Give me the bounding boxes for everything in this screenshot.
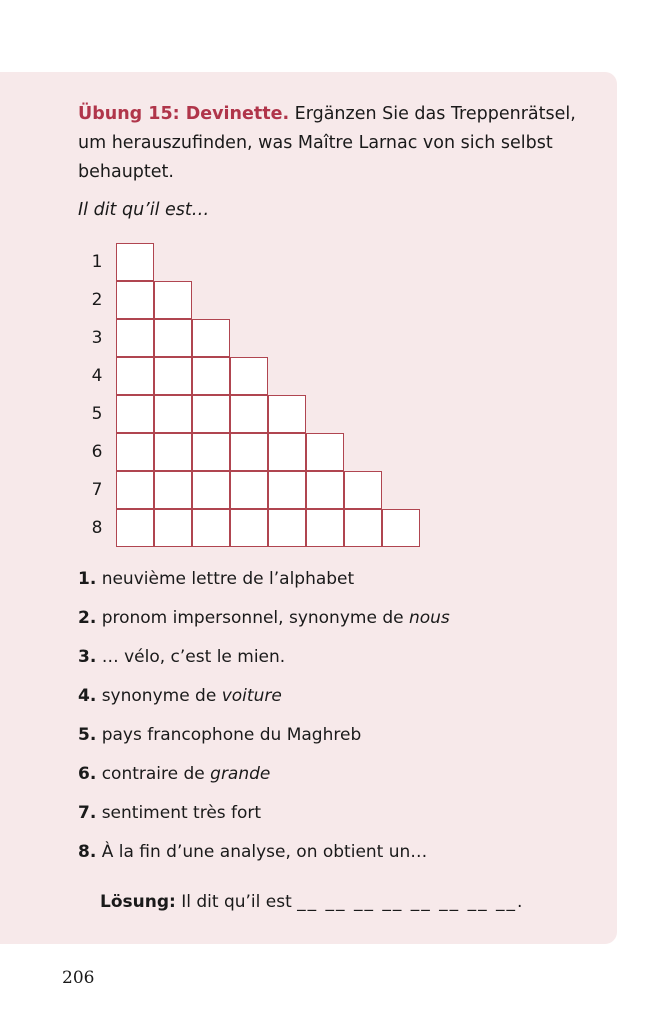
solution-label: Lösung: [100, 892, 176, 912]
grid-cell[interactable] [230, 433, 268, 471]
clue-list [78, 561, 450, 873]
solution-blanks: __ __ __ __ __ __ __ __ [297, 892, 517, 912]
grid-cell[interactable] [116, 281, 154, 319]
clue-text: contraire de [96, 764, 211, 784]
clue-number: 7. [78, 803, 97, 823]
grid-cell[interactable] [306, 433, 344, 471]
grid-cell[interactable] [344, 509, 382, 547]
grid-cell[interactable] [306, 471, 344, 509]
grid-cell[interactable] [192, 471, 230, 509]
solution-line [100, 892, 522, 912]
grid-cell[interactable] [192, 509, 230, 547]
grid-cell[interactable] [154, 357, 192, 395]
clue-item [78, 600, 450, 639]
row-number: 6 [91, 442, 103, 462]
clue-emphasis: voiture [221, 686, 282, 706]
grid-cell[interactable] [116, 509, 154, 547]
row-number: 1 [91, 252, 103, 272]
grid-cell[interactable] [268, 509, 306, 547]
clue-number: 6. [78, 764, 97, 784]
grid-cell[interactable] [344, 471, 382, 509]
clue-item [78, 561, 450, 600]
clue-number: 3. [78, 647, 97, 667]
grid-cell[interactable] [192, 395, 230, 433]
page-number: 206 [62, 968, 95, 988]
clue-text: pronom impersonnel, synonyme de [96, 608, 409, 628]
grid-cell[interactable] [306, 509, 344, 547]
grid-cell[interactable] [116, 471, 154, 509]
grid-cell[interactable] [154, 395, 192, 433]
grid-cell[interactable] [154, 319, 192, 357]
grid-cell[interactable] [154, 281, 192, 319]
clue-text: neuvième lettre de l’alphabet [96, 569, 355, 589]
clue-text: pays francophone du Maghreb [96, 725, 362, 745]
clue-item [78, 639, 450, 678]
row-number: 3 [91, 328, 103, 348]
clue-emphasis: grande [210, 764, 271, 784]
clue-number: 1. [78, 569, 97, 589]
clue-item [78, 717, 450, 756]
clue-text: … vélo, c’est le mien. [96, 647, 286, 667]
exercise-intro [78, 100, 598, 187]
exercise-title: Übung 15: Devinette. [78, 104, 290, 124]
grid-cell[interactable] [116, 357, 154, 395]
grid-cell[interactable] [230, 471, 268, 509]
clue-item [78, 756, 450, 795]
row-number: 5 [91, 404, 103, 424]
solution-text: Il dit qu’il est [175, 892, 298, 912]
clue-number: 5. [78, 725, 97, 745]
solution-end: . [516, 892, 523, 912]
clue-item [78, 795, 450, 834]
row-number: 4 [91, 366, 103, 386]
clue-text: synonyme de [96, 686, 222, 706]
grid-cell[interactable] [230, 357, 268, 395]
row-number: 8 [91, 518, 103, 538]
grid-cell[interactable] [116, 243, 154, 281]
grid-cell[interactable] [230, 395, 268, 433]
grid-cell[interactable] [192, 433, 230, 471]
lead-text: Il dit qu’il est… [78, 200, 210, 220]
clue-number: 4. [78, 686, 97, 706]
clue-item [78, 678, 450, 717]
grid-cell[interactable] [268, 395, 306, 433]
grid-cell[interactable] [154, 509, 192, 547]
grid-cell[interactable] [116, 319, 154, 357]
clue-text: sentiment très fort [96, 803, 262, 823]
clue-emphasis: nous [408, 608, 450, 628]
grid-cell[interactable] [268, 433, 306, 471]
clue-item [78, 834, 450, 873]
grid-cell[interactable] [154, 471, 192, 509]
clue-number: 2. [78, 608, 97, 628]
row-number: 2 [91, 290, 103, 310]
grid-cell[interactable] [230, 509, 268, 547]
clue-text: À la fin d’une analyse, on obtient un… [96, 842, 428, 862]
exercise-instruction: Ergänzen Sie das Treppenrätsel, um herauszufinden, was Maître Larnac von sich selbst behauptet. [78, 104, 576, 182]
grid-cell[interactable] [154, 433, 192, 471]
grid-cell[interactable] [382, 509, 420, 547]
grid-cell[interactable] [116, 433, 154, 471]
clue-number: 8. [78, 842, 97, 862]
grid-cell[interactable] [192, 319, 230, 357]
grid-cell[interactable] [116, 395, 154, 433]
grid-cell[interactable] [192, 357, 230, 395]
grid-cell[interactable] [268, 471, 306, 509]
row-number: 7 [91, 480, 103, 500]
